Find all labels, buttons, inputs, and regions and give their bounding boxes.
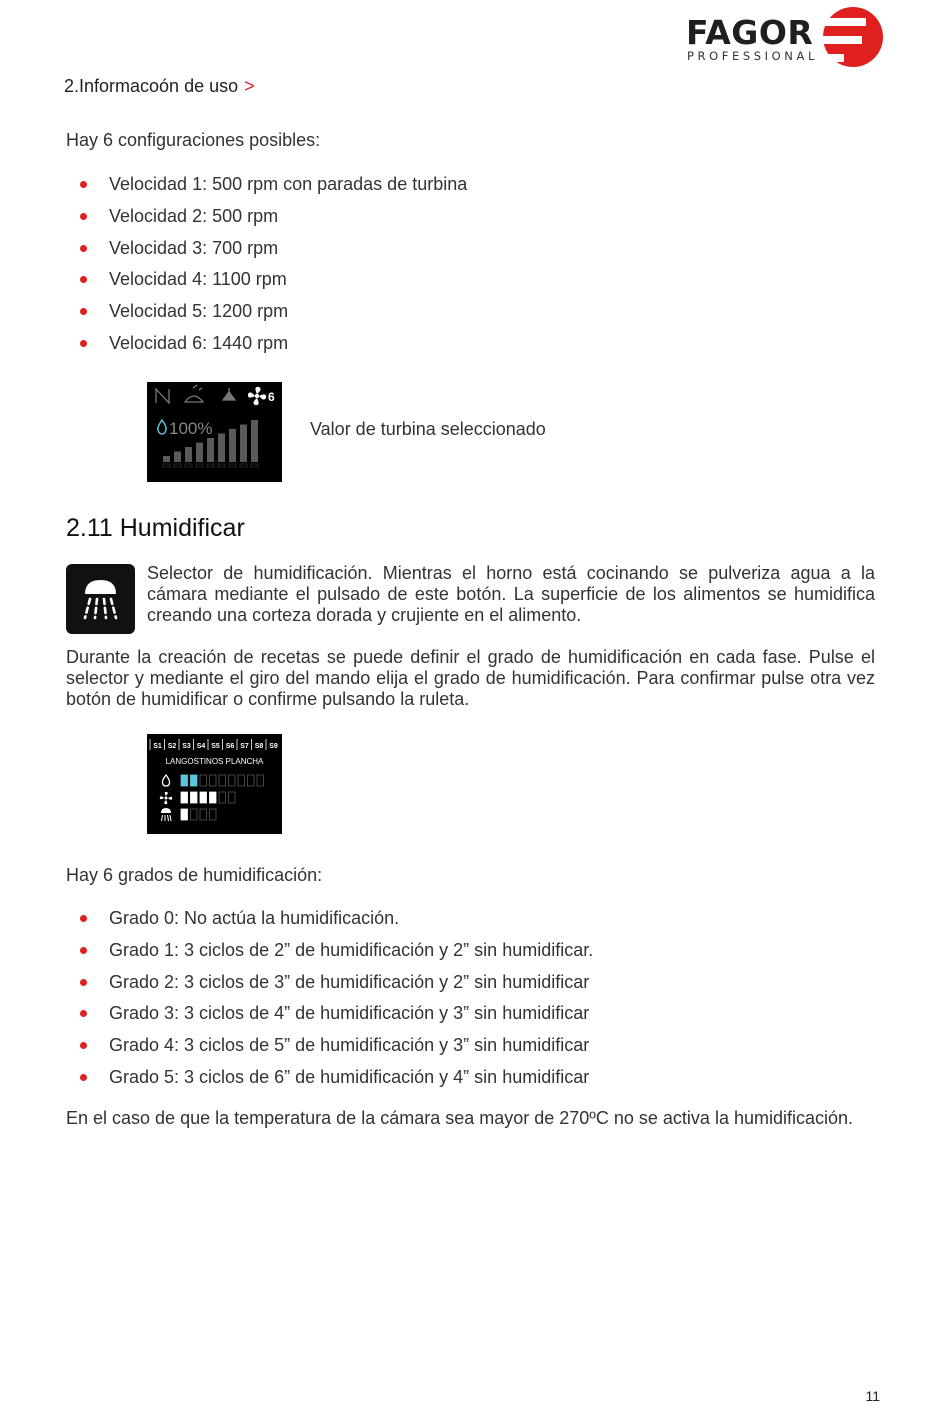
humidify-button-icon [66, 564, 135, 634]
level-cell-empty [238, 775, 245, 786]
bullet [80, 1042, 87, 1049]
dry-icon [223, 388, 235, 400]
speed-bar-slot [185, 464, 192, 467]
bullet [80, 915, 87, 922]
bullet [80, 308, 87, 315]
speed-bar-slot [240, 464, 247, 467]
step-tab: S5 [211, 743, 220, 750]
shower-icon [66, 564, 135, 634]
step-tab: S1 [153, 743, 162, 750]
speed-bar-slot [207, 464, 214, 467]
bullet [80, 245, 87, 252]
list-item: Grado 5: 3 ciclos de 6” de humidificación y 4” sin humidificar [80, 1065, 593, 1097]
step-tab: S4 [196, 743, 206, 750]
level-cell-empty [210, 809, 217, 820]
fagor-logo [686, 6, 886, 68]
level-cell-filled [191, 775, 198, 786]
humidify-description: Selector de humidificación. Mientras el horno está cocinando se pulveriza agua a la cámara mediante el pulsado de este botón. La superficie de los alimentos se humidifica creando una corteza dorada y crujiente en el alimento. [147, 563, 875, 625]
section-heading: 2.11 Humidificar [66, 514, 245, 542]
temperature-note: En el caso de que la temperatura de la cámara sea mayor de 270ºC no se activa la humidificación. [66, 1108, 854, 1128]
drop-icon [158, 420, 166, 434]
level-cell-empty [257, 775, 264, 786]
step-tabs [150, 739, 278, 750]
speed-bar-slot [251, 464, 258, 467]
step-tab: S8 [254, 743, 264, 750]
speeds-list [80, 172, 467, 363]
list-item: Grado 2: 3 ciclos de 3” de humidificación y 2” sin humidificar [80, 970, 593, 1002]
bullet [80, 979, 87, 986]
bullet [80, 1010, 87, 1017]
logo-subtitle: PROFESSIONAL [687, 49, 818, 63]
list-item: Grado 3: 3 ciclos de 4” de humidificación y 3” sin humidificar [80, 1001, 593, 1033]
level-cell-empty [200, 809, 207, 820]
speed-value: 6 [268, 390, 275, 404]
level-cell-empty [248, 775, 255, 786]
level-cell-empty [219, 775, 226, 786]
breadcrumb-arrow: > [244, 76, 255, 96]
list-item: Grado 4: 3 ciclos de 5” de humidificación y 3” sin humidificar [80, 1033, 593, 1065]
step-tab: S7 [240, 743, 249, 750]
speed-bar [163, 456, 170, 462]
recipe-name: LANGOSTINOS PLANCHA [165, 757, 264, 766]
shower-icon [161, 808, 171, 821]
fan-icon [160, 792, 172, 804]
recipes-paragraph: Durante la creación de recetas se puede definir el grado de humidificación en cada fase. Pulse el selector y mediante el giro del mando elija el grado de humidificación. Para confirmar pulse otra vez botón de humidificar o confirme pulsando la ruleta. [66, 647, 875, 709]
list-item: Velocidad 5: 1200 rpm [80, 299, 467, 331]
bullet [80, 276, 87, 283]
level-cell-empty [229, 775, 236, 786]
list-item: Grado 1: 3 ciclos de 2” de humidificación y 2” sin humidificar. [80, 938, 593, 970]
step-tab: S6 [225, 743, 235, 750]
step-tab: S9 [269, 743, 278, 750]
level-cell-filled [181, 809, 188, 820]
logo-word: FAGOR [686, 13, 814, 52]
level-rows [181, 775, 264, 820]
fan-icon [248, 387, 266, 405]
turbine-caption: Valor de turbina seleccionado [310, 419, 546, 439]
level-cell-empty [191, 809, 198, 820]
level-cell-empty [229, 792, 236, 803]
speed-bar-slot [163, 464, 170, 467]
drop-icon [162, 775, 169, 786]
recipe-screen-graphic [147, 734, 282, 834]
turbine-screen-graphic [147, 382, 282, 482]
speed-bar [218, 434, 225, 463]
speed-bar-slot [218, 464, 225, 467]
level-cell-empty [219, 792, 226, 803]
speed-bar-slot [174, 464, 181, 467]
level-cell-filled [181, 792, 188, 803]
bullet [80, 181, 87, 188]
list-item: Velocidad 3: 700 rpm [80, 236, 467, 268]
level-cell-filled [181, 775, 188, 786]
recipe-screen [147, 734, 282, 834]
level-cell-filled [210, 792, 217, 803]
level-cell-empty [210, 775, 217, 786]
speed-bar [240, 425, 247, 463]
fagor-mark-icon [822, 6, 884, 68]
speed-bar [207, 438, 214, 462]
turbine-screen [147, 382, 282, 482]
speeds-intro: Hay 6 configuraciones posibles: [66, 130, 321, 150]
percent-label: 100% [169, 419, 213, 438]
bullet [80, 213, 87, 220]
bullet [80, 947, 87, 954]
combi-icon [185, 385, 203, 402]
level-cell-filled [200, 792, 207, 803]
speed-bar [185, 447, 192, 462]
list-item: Grado 0: No actúa la humidificación. [80, 906, 593, 938]
level-cell-empty [200, 775, 207, 786]
step-tab: S3 [182, 743, 191, 750]
speed-bar [229, 429, 236, 462]
bullet [80, 340, 87, 347]
speed-bar [251, 420, 258, 462]
breadcrumb-text: 2.Informacoón de uso [64, 76, 239, 96]
speed-bar-slot [196, 464, 203, 467]
list-item: Velocidad 4: 1100 rpm [80, 267, 467, 299]
grades-intro: Hay 6 grados de humidificación: [66, 865, 323, 885]
grades-list [80, 906, 593, 1097]
speed-bar [196, 443, 203, 463]
breadcrumb [64, 76, 255, 97]
level-cell-filled [191, 792, 198, 803]
speed-bar [174, 452, 181, 463]
steam-icon [156, 389, 169, 403]
page-number: 11 [865, 1388, 880, 1404]
bullet [80, 1074, 87, 1081]
list-item: Velocidad 2: 500 rpm [80, 204, 467, 236]
list-item: Velocidad 1: 500 rpm con paradas de turbina [80, 172, 467, 204]
list-item: Velocidad 6: 1440 rpm [80, 331, 467, 363]
step-tab: S2 [167, 743, 177, 750]
speed-bar-slot [229, 464, 236, 467]
